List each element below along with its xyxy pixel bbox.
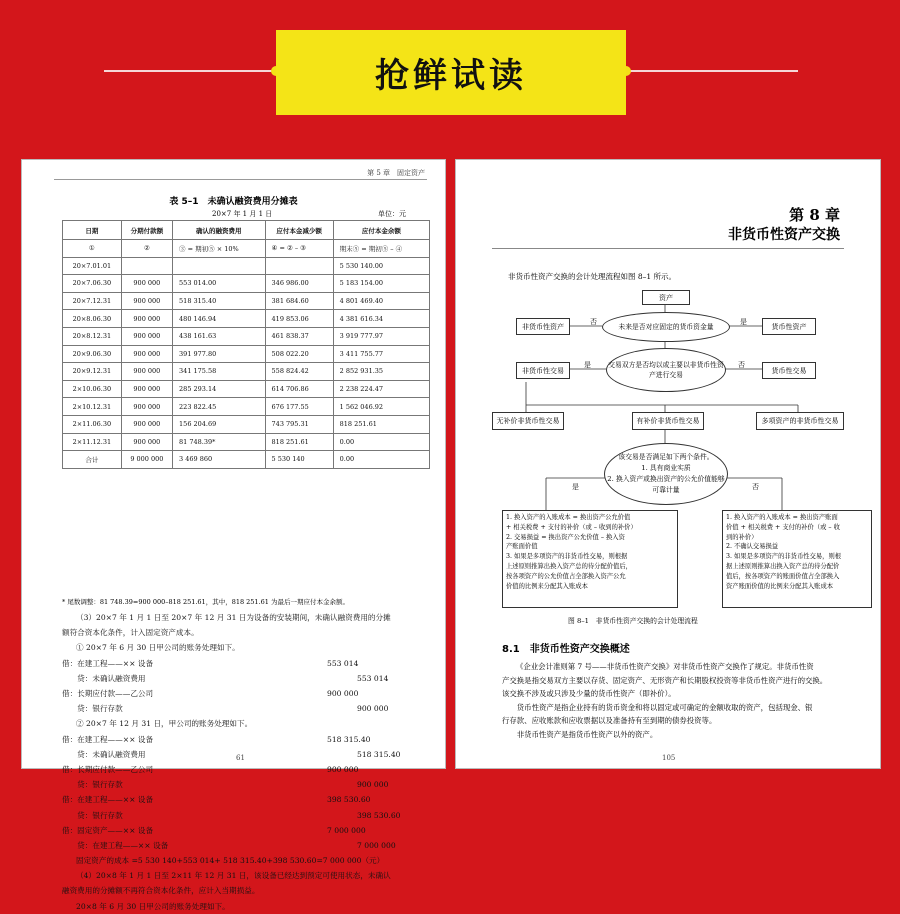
paragraph: 20×8 年 6 月 30 日甲公司的账务处理如下。 [76, 901, 230, 911]
page-number: 105 [662, 754, 676, 762]
flow-result-line: 资产账面价值的比例来分配其入账成本 [726, 582, 834, 590]
journal-entry-account: 借：固定资产——×× 设备 [62, 825, 154, 835]
flow-right-result [722, 510, 872, 608]
journal-entry-amount: 553 014 [327, 658, 359, 668]
flow-label-no: 否 [738, 361, 745, 369]
table-cell: 2×11.12.31 [63, 433, 122, 451]
table-cell: 900 000 [121, 275, 172, 293]
table-row [63, 327, 430, 345]
paragraph: 货币性资产是指企业持有的货币资金和将以固定或可确定的金额收取的资产，包括现金、银 [502, 702, 813, 712]
flow-label-yes: 是 [740, 318, 747, 326]
flow-result-line: 到的补价） [726, 533, 758, 541]
table-cell: 900 000 [121, 363, 172, 381]
table-row [63, 292, 430, 310]
table-cell: ④ = ② – ③ [265, 240, 333, 258]
table-cell: 381 684.60 [265, 292, 333, 310]
header-rule [54, 179, 427, 180]
table-cell: 438 161.63 [173, 327, 266, 345]
journal-entry-amount: 900 000 [357, 704, 389, 714]
flow-result-line: 2. 交易损益 = 换出资产公允价值 – 换入资 [506, 533, 625, 541]
table-row [63, 415, 430, 433]
journal-entry-amount: 900 000 [327, 688, 359, 698]
table-cell [265, 257, 333, 275]
paragraph: 产交换是指交易双方主要以存货、固定资产、无形资产和长期股权投资等非货币性资产进行的交换。 [502, 675, 828, 685]
table-cell: 5 530 140 [265, 451, 333, 469]
banner-line-left [104, 70, 276, 72]
table-cell: 期末⑤ = 期初⑤ – ④ [333, 240, 429, 258]
table-cell: 900 000 [121, 433, 172, 451]
journal-entry-amount: 398 530.60 [327, 795, 371, 805]
table-cell: 518 315.40 [173, 292, 266, 310]
flow-decision-3-c1: 1. 具有商业实质 [641, 464, 691, 472]
flow-decision-3-title: 该交易是否满足如下两个条件。 [618, 453, 714, 461]
flow-label-yes: 是 [584, 361, 591, 369]
flow-multi-asset: 多项资产的非货币性交易 [756, 412, 844, 430]
flow-result-line: 据上述原则推算出换入资产总的待分配价 [726, 562, 840, 570]
flow-result-line: 价值 + 相关税费 + 支付的补价（或 – 收 [726, 523, 840, 531]
table-cell: 614 706.86 [265, 380, 333, 398]
table-row [63, 275, 430, 293]
table-cell: 分期付款额 [121, 221, 172, 240]
table-cell: 5 530 140.00 [333, 257, 429, 275]
step-title: ① 20×7 年 6 月 30 日甲公司的账务处理如下。 [76, 643, 240, 653]
table-cell: 2 238 224.47 [333, 380, 429, 398]
left-body [62, 610, 432, 914]
flow-decision-2: 交易双方是否均以或主要以非货币性资产进行交易 [606, 348, 726, 392]
flow-left-result [502, 510, 678, 608]
table-cell: 341 175.58 [173, 363, 266, 381]
table-cell: 553 014.00 [173, 275, 266, 293]
table-cell [173, 257, 266, 275]
journal-entry [62, 732, 432, 747]
right-body [502, 660, 858, 742]
journal-entry [62, 777, 432, 792]
table-cell: 20×9.06.30 [63, 345, 122, 363]
step-title: ② 20×7 年 12 月 31 日，甲公司的账务处理如下。 [76, 719, 253, 729]
table-cell: 5 183 154.00 [333, 275, 429, 293]
flow-asset: 资产 [642, 290, 690, 305]
banner-title: 抢鲜试读 [375, 56, 527, 96]
journal-entry [62, 762, 432, 777]
table-cell: 285 293.14 [173, 380, 266, 398]
table-cell: 20×7.01.01 [63, 257, 122, 275]
table-cell: 900 000 [121, 415, 172, 433]
flow-non-monetary: 非货币性资产 [516, 318, 570, 335]
flow-decision-1: 未来是否对应固定的货币资金量 [602, 312, 730, 342]
table-cell: 900 000 [121, 398, 172, 416]
table-cell: ② [121, 240, 172, 258]
table-cell: 合计 [63, 451, 122, 469]
table-cell: 346 986.00 [265, 275, 333, 293]
journal-entry-account: 贷：银行存款 [62, 810, 123, 820]
table-cell: 确认的融资费用 [173, 221, 266, 240]
journal-entry-account: 贷：银行存款 [62, 704, 123, 714]
table-cell: 1 562 046.92 [333, 398, 429, 416]
table-cell: 818 251.61 [265, 433, 333, 451]
table-cell: 223 822.45 [173, 398, 266, 416]
amortization-table [62, 220, 430, 469]
flow-monetary: 货币性资产 [762, 318, 816, 335]
flow-result-line: 按各项资产的公允价值占全部换入资产公允 [506, 572, 626, 580]
journal-entry [62, 792, 432, 807]
flow-result-line: 值后，按各项资产的账面价值占全部换入 [726, 572, 840, 580]
chapter-title: 非货币性资产交换 [728, 227, 840, 243]
table-date: 20×7 年 1 月 1 日 [212, 210, 273, 218]
table-cell: 419 853.06 [265, 310, 333, 328]
table-cell: 日期 [63, 221, 122, 240]
banner [276, 30, 626, 115]
table-cell: 391 977.80 [173, 345, 266, 363]
table-cell: 9 000 000 [121, 451, 172, 469]
flow-no-consideration: 无补价非货币性交易 [492, 412, 564, 430]
table-row [63, 310, 430, 328]
right-page [456, 160, 880, 768]
intro-text: 非货币性资产交换的会计处理流程如图 8–1 所示。 [508, 272, 677, 281]
table-row [63, 380, 430, 398]
table-row [63, 398, 430, 416]
cost-line: 固定资产的成本 =5 530 140+553 014+ 518 315.40+398 530.60=7 000 000（元） [76, 856, 385, 866]
table-cell: 应付本金余额 [333, 221, 429, 240]
table-cell: 81 748.39* [173, 433, 266, 451]
table-cell: 508 022.20 [265, 345, 333, 363]
table-cell: 20×8.12.31 [63, 327, 122, 345]
flow-result-line: 3. 如果是多项资产的非货币性交易，则根据 [506, 553, 628, 561]
table-cell: 900 000 [121, 292, 172, 310]
table-cell [121, 257, 172, 275]
table-cell: 2×10.12.31 [63, 398, 122, 416]
table-cell: 20×9.12.31 [63, 363, 122, 381]
table-cell: 900 000 [121, 310, 172, 328]
journal-entry-account: 贷：银行存款 [62, 780, 123, 790]
table-cell: 20×8.06.30 [63, 310, 122, 328]
table-cell: 3 411 755.77 [333, 345, 429, 363]
journal-entry [62, 808, 432, 823]
paragraph: （3）20×7 年 1 月 1 日至 20×7 年 12 月 31 日为设备的安装期间，未确认融资费用的分摊 [76, 613, 391, 622]
flow-decision-3 [604, 443, 728, 505]
table-cell: 应付本金减少额 [265, 221, 333, 240]
flow-result-line: + 相关税费 + 支付的补价（或 – 收到的补价） [506, 523, 637, 531]
paragraph: 融资费用的分摊额不再符合资本化条件，应计入当期损益。 [62, 886, 260, 896]
table-unit: 单位：元 [378, 210, 406, 218]
journal-entry-amount: 553 014 [357, 673, 389, 683]
table-cell: ③ = 期初⑤ × 10% [173, 240, 266, 258]
table-row [63, 363, 430, 381]
table-row [63, 451, 430, 469]
flow-with-consideration: 有补价非货币性交易 [632, 412, 704, 430]
table-cell: ① [63, 240, 122, 258]
table-cell: 676 177.55 [265, 398, 333, 416]
paragraph: 额符合资本化条件，计入固定资产成本。 [62, 628, 199, 638]
table-cell: 4 801 469.40 [333, 292, 429, 310]
journal-entry-amount: 398 530.60 [357, 810, 401, 820]
table-title: 表 5–1 未确认融资费用分摊表 [169, 197, 298, 207]
journal-entry [62, 823, 432, 838]
flow-label-no: 否 [752, 483, 759, 491]
journal-entry-amount: 7 000 000 [327, 825, 366, 835]
flow-monetary-exchange: 货币性交易 [762, 362, 816, 379]
table-cell: 0.00 [333, 451, 429, 469]
journal-entry-account: 借：在建工程——×× 设备 [62, 795, 154, 805]
page-number: 61 [236, 754, 245, 762]
table-cell: 818 251.61 [333, 415, 429, 433]
table-cell: 2 852 931.35 [333, 363, 429, 381]
flow-result-line: 3. 如果是多项资产的非货币性交易，则根 [726, 553, 842, 561]
flow-result-line: 产账面价值 [506, 543, 538, 551]
journal-entry-account: 借：长期应付款——乙公司 [62, 764, 154, 774]
journal-entry-account: 借：在建工程——×× 设备 [62, 734, 154, 744]
flow-result-line: 1. 换入资产的入账成本 = 换出资产公允价值 [506, 514, 631, 521]
journal-entry-account: 贷：未确认融资费用 [62, 673, 146, 683]
paragraph: 行存款、应收账款和应收票据以及准备持有至到期的债券投资等。 [502, 716, 717, 726]
journal-entry [62, 838, 432, 853]
journal-entry-account: 借：长期应付款——乙公司 [62, 688, 154, 698]
paragraph: （4）20×8 年 1 月 1 日至 2×11 年 12 月 31 日，该设备已经达到预定可使用状态，未确认 [76, 871, 391, 881]
section-title: 8.1 非货币性资产交换概述 [502, 644, 630, 655]
flow-result-line: 上述原则推算出换入资产总的待分配价值后， [506, 562, 632, 570]
flow-result-line: 1. 换入资产的入账成本 = 换出资产账面 [726, 514, 838, 521]
paragraph: 该交换不涉及或只涉及少量的货币性资产（即补价）。 [502, 689, 676, 699]
journal-entry-amount: 900 000 [357, 780, 389, 790]
table-cell: 2×10.06.30 [63, 380, 122, 398]
table-row [63, 257, 430, 275]
journal-entry [62, 686, 432, 701]
journal-entry-amount: 518 315.40 [327, 734, 371, 744]
journal-entry-amount: 900 000 [327, 764, 359, 774]
table-cell: 20×7.12.31 [63, 292, 122, 310]
table-cell: 0.00 [333, 433, 429, 451]
table-cell: 900 000 [121, 327, 172, 345]
table-cell: 461 838.37 [265, 327, 333, 345]
table-cell: 558 824.42 [265, 363, 333, 381]
flow-label-no: 否 [590, 318, 597, 326]
journal-entry-amount: 7 000 000 [357, 840, 396, 850]
flow-non-monetary-exchange: 非货币性交易 [516, 362, 570, 379]
page-header: 第 5 章 固定资产 [367, 169, 425, 177]
table-code-row [63, 240, 430, 258]
table-cell: 3 919 777.97 [333, 327, 429, 345]
figure-caption: 图 8–1 非货币性资产交换的会计处理流程 [568, 617, 698, 625]
table-cell: 2×11.06.30 [63, 415, 122, 433]
journal-entry [62, 656, 432, 671]
table-row [63, 433, 430, 451]
flow-label-yes: 是 [572, 483, 579, 491]
journal-entry [62, 701, 432, 716]
paragraph: 《企业会计准则第 7 号——非货币性资产交换》对非货币性资产交换作了规定。非货币性资 [516, 662, 814, 671]
chapter-number: 第 8 章 [789, 206, 840, 224]
journal-entry [62, 671, 432, 686]
table-cell: 743 795.31 [265, 415, 333, 433]
journal-entry-amount: 518 315.40 [357, 749, 401, 759]
table-cell: 480 146.94 [173, 310, 266, 328]
table-cell: 156 204.69 [173, 415, 266, 433]
left-page [22, 160, 445, 911]
flow-decision-3-c2: 2. 换入资产或换出资产的公允价值能够可靠计量 [607, 475, 725, 494]
table-cell: 900 000 [121, 380, 172, 398]
journal-entry-account: 借：在建工程——×× 设备 [62, 658, 154, 668]
journal-entry [62, 747, 432, 762]
table-cell: 20×7.06.30 [63, 275, 122, 293]
flow-result-line: 价值的比例来分配其入账成本 [506, 582, 588, 590]
journal-entry-account: 贷：在建工程——×× 设备 [62, 840, 169, 850]
table-cell: 3 469 860 [173, 451, 266, 469]
table-cell: 4 381 616.34 [333, 310, 429, 328]
table-note: * 尾数调整：81 748.39=900 000–818 251.61，其中，818 251.61 为最后一期应付本金余额。 [62, 598, 349, 606]
table-header-row [63, 221, 430, 240]
banner-line-right [626, 70, 798, 72]
table-row [63, 345, 430, 363]
paragraph: 非货币性资产是指货币性资产以外的资产。 [502, 729, 658, 739]
journal-entry-account: 贷：未确认融资费用 [62, 749, 146, 759]
table-cell: 900 000 [121, 345, 172, 363]
flow-result-line: 2. 不确认交易损益 [726, 543, 779, 551]
